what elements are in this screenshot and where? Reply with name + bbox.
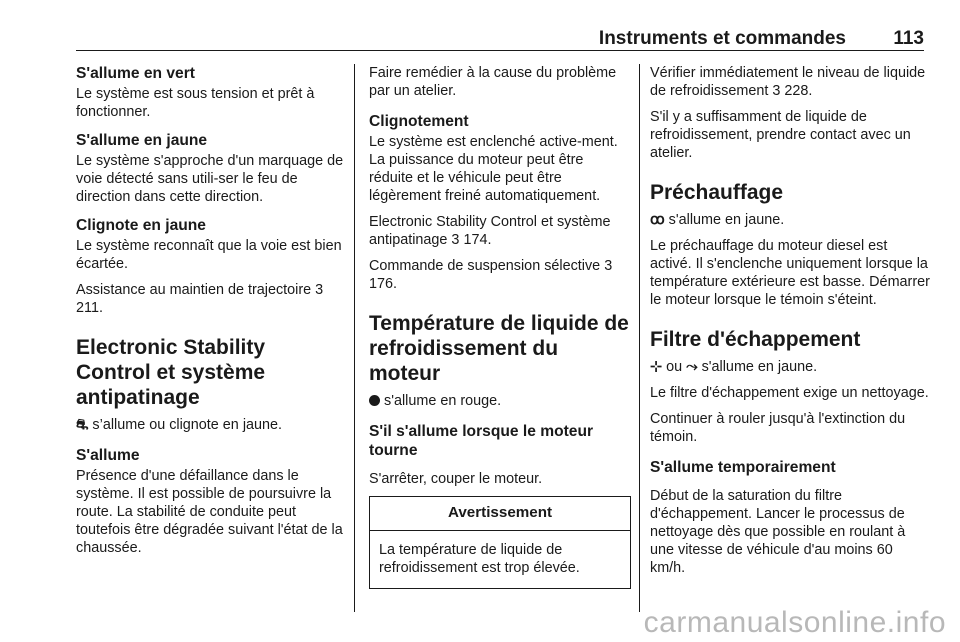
column-2 xyxy=(369,64,631,589)
paragraph: S'il y a suffisamment de liquide de refroidissement, prendre contact avec un atelier. xyxy=(650,109,911,161)
section-title: S'allume temporairement xyxy=(650,459,836,476)
paragraph: Le système est sous tension et prêt à fonctionner. xyxy=(76,86,315,120)
exhaust-filter-icon: ⊹ xyxy=(650,359,663,375)
paragraph: Début de la saturation du filtre d'échappement. Lancer le processus de nettoyage dès que possible en roulant à une vitesse de véhicule d'au moins 60 km/h. xyxy=(650,488,906,576)
column-divider-1 xyxy=(354,64,355,612)
heading-exhaust-filter: Filtre d'échappement xyxy=(650,328,861,351)
column-1 xyxy=(76,64,344,565)
reference-text: Vérifier immédiatement le niveau de liquide de refroidissement xyxy=(650,65,926,99)
section-title: S'allume en vert xyxy=(76,65,195,82)
reference-page: 211. xyxy=(76,300,103,316)
section-title: S'allume xyxy=(76,447,140,464)
paragraph: S'arrêter, couper le moteur. xyxy=(369,471,543,487)
section-title: S'allume en jaune xyxy=(76,132,208,149)
watermark: carmanualsonline.info xyxy=(643,606,946,639)
heading-esc: Electronic Stability Control et système antipatinage xyxy=(76,336,266,409)
reference-arrow-icon: 3 xyxy=(604,258,613,274)
reference-arrow-icon: 3 xyxy=(315,282,324,298)
page-reference xyxy=(369,257,631,293)
page-number: 113 xyxy=(893,28,924,49)
section-title: Clignotement xyxy=(369,113,469,130)
paragraph: Le système reconnaît que la voie est bien écartée. xyxy=(76,238,342,272)
reference-text: Assistance au maintien de trajectoire xyxy=(76,282,312,298)
reference-page: 176. xyxy=(369,276,398,292)
section-title: Clignote en jaune xyxy=(76,217,206,234)
paragraph xyxy=(76,416,344,434)
paragraph xyxy=(650,211,930,229)
page-header xyxy=(76,28,924,51)
warning-body: La température de liquide de refroidissement est trop élevée. xyxy=(379,542,580,576)
glow-plug-icon: ꝏ xyxy=(650,212,665,228)
column-divider-2 xyxy=(639,64,640,612)
reference-page: 228. xyxy=(784,83,813,99)
page-reference xyxy=(76,281,344,317)
warning-dot-icon xyxy=(369,395,380,406)
filter-warning-icon: ⤳ xyxy=(686,359,698,375)
column-3 xyxy=(650,64,930,585)
paragraph: Continuer à rouler jusqu'à l'extinction du témoin. xyxy=(650,411,906,445)
paragraph: Faire remédier à la cause du problème par un atelier. xyxy=(369,65,617,99)
section-title: S'il s'allume lorsque le moteur tourne xyxy=(369,423,594,459)
reference-text: Commande de suspension sélective xyxy=(369,258,601,274)
paragraph xyxy=(369,392,631,410)
paragraph: Le système est enclenché active-ment. La puissance du moteur peut être réduite et le véhicule peut être légèrement freiné automatiquement. xyxy=(369,134,618,204)
paragraph: Présence d'une défaillance dans le système. Il est possible de poursuivre la route. La stabilité de conduite peut toutefois être dégradée suivant l'état de la chaussée. xyxy=(76,468,343,556)
icon-description: s'allume en jaune. xyxy=(668,212,785,228)
icon-description: s'allume en jaune. xyxy=(701,359,818,375)
header-title: Instruments et commandes xyxy=(598,28,846,49)
reference-arrow-icon: 3 xyxy=(772,83,781,99)
connector-text: ou xyxy=(666,359,683,375)
paragraph: Le préchauffage du moteur diesel est activé. Il s'enclenche uniquement lorsque la température extérieure est basse. Démarrer le moteur lorsque le témoin s'éteint. xyxy=(650,238,930,308)
skid-car-icon: ⛐ xyxy=(76,417,89,433)
paragraph: Le filtre d'échappement exige un nettoyage. xyxy=(650,385,929,401)
reference-text: Electronic Stability Control et système antipatinage xyxy=(369,214,611,248)
reference-page: 174. xyxy=(463,232,492,248)
icon-description: s'allume en rouge. xyxy=(384,393,502,409)
warning-box xyxy=(369,496,631,589)
heading-preheating: Préchauffage xyxy=(650,181,784,204)
reference-arrow-icon: 3 xyxy=(451,232,460,248)
page-reference xyxy=(369,213,631,249)
icon-description: s’allume ou clignote en jaune. xyxy=(92,417,283,433)
page-reference xyxy=(650,64,930,100)
warning-title: Avertissement xyxy=(370,497,630,531)
paragraph xyxy=(650,358,930,376)
heading-coolant-temp: Température de liquide de refroidissement du moteur xyxy=(369,312,629,385)
paragraph: Le système s'approche d'un marquage de voie détecté sans utili-ser le feu de direction dans cette direction. xyxy=(76,153,344,205)
